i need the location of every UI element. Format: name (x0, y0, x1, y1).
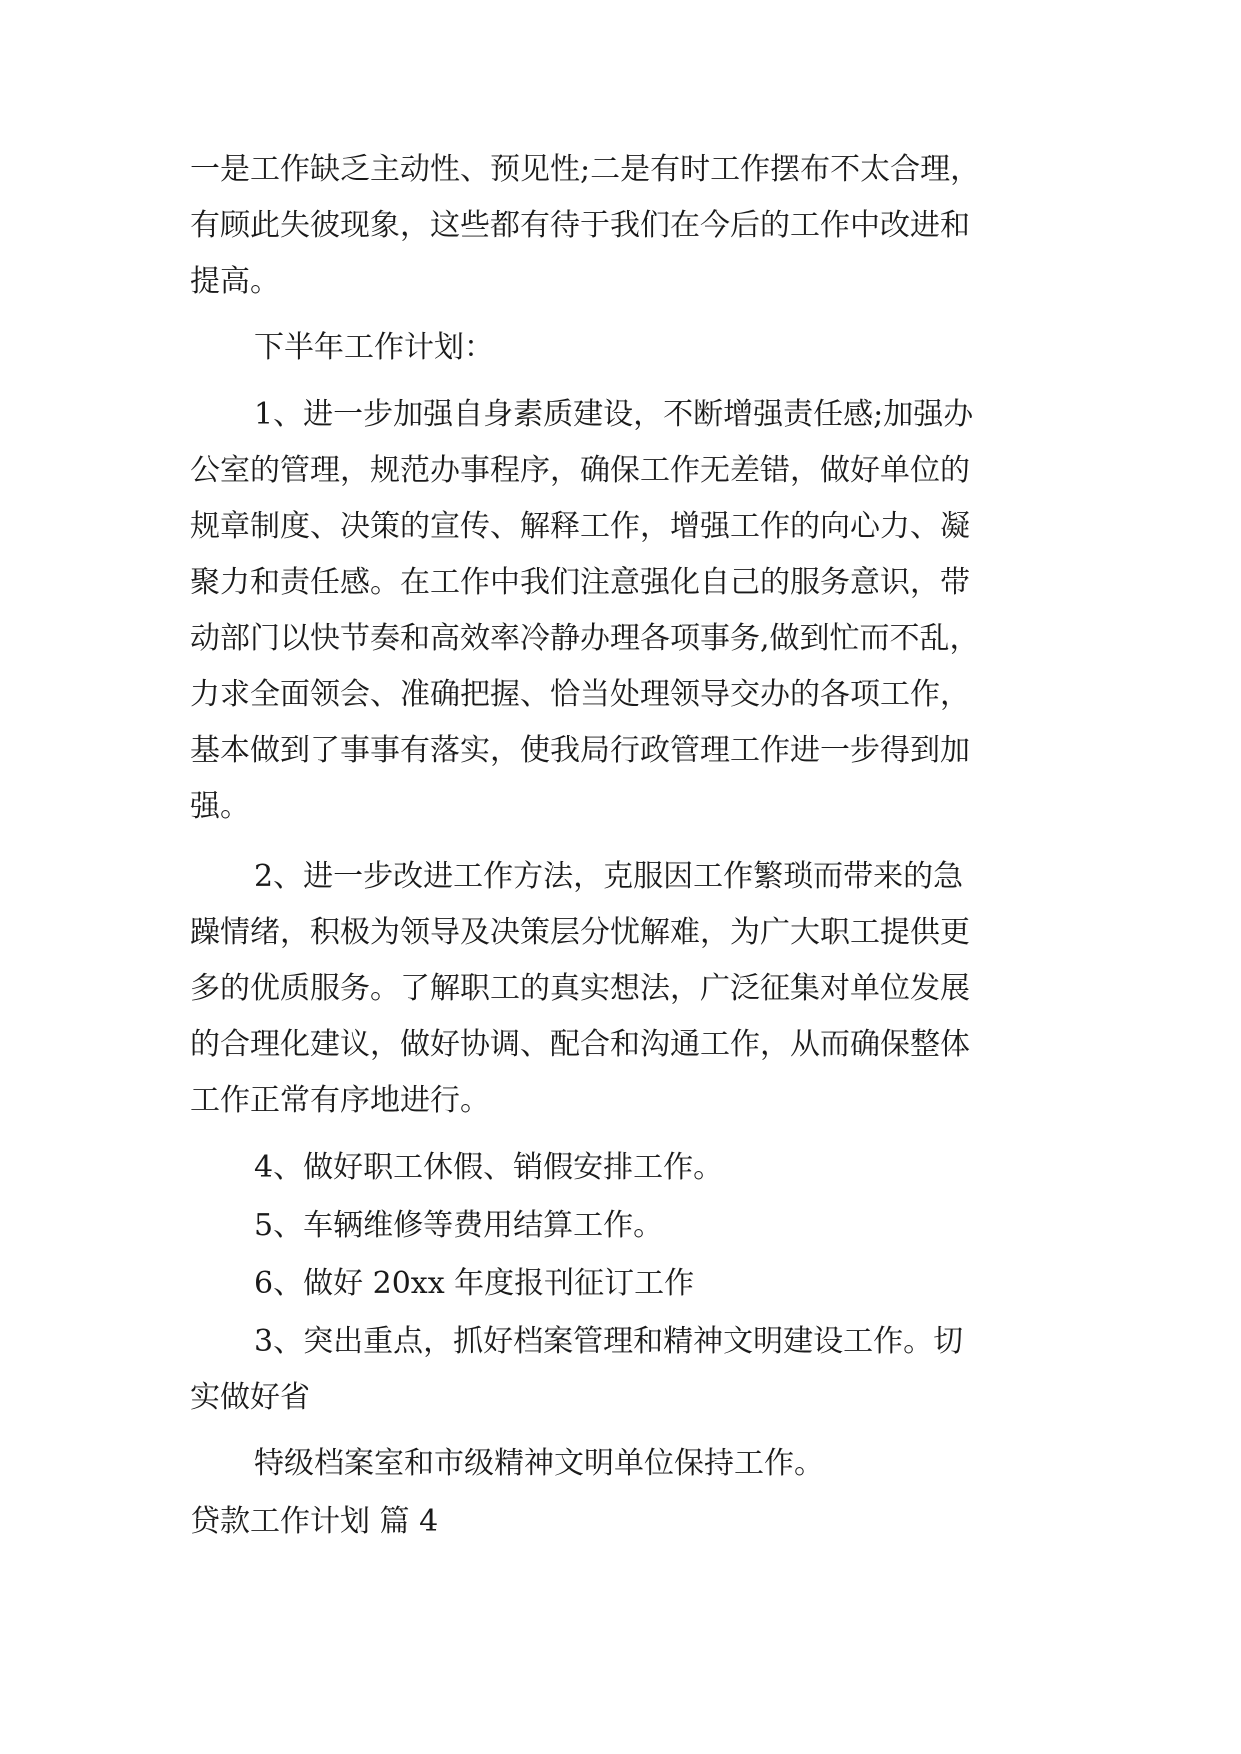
item-1-line-3: 规章制度、决策的宣传、解释工作，增强工作的向心力、凝 (190, 509, 970, 544)
section-heading: 下半年工作计划： (254, 330, 494, 365)
item-1-line-7: 基本做到了事事有落实，使我局行政管理工作进一步得到加 (190, 733, 970, 768)
item-2-line-4: 的合理化建议，做好协调、配合和沟通工作，从而确保整体 (190, 1027, 970, 1062)
item-1-line-2: 公室的管理，规范办事程序，确保工作无差错，做好单位的 (190, 453, 970, 488)
item-3-line-2: 实做好省 (190, 1380, 310, 1415)
item-4-line: 4、做好职工休假、销假安排工作。 (254, 1150, 724, 1185)
item-5-line: 5、车辆维修等费用结算工作。 (254, 1208, 664, 1243)
item-2-line-2: 躁情绪，积极为领导及决策层分忧解难，为广大职工提供更 (190, 915, 970, 950)
text-line-3: 提高。 (190, 264, 280, 299)
item-2-line-3: 多的优质服务。了解职工的真实想法，广泛征集对单位发展 (190, 971, 970, 1006)
item-2-line-5: 工作正常有序地进行。 (190, 1083, 490, 1118)
item-3-line-3: 特级档案室和市级精神文明单位保持工作。 (254, 1446, 824, 1481)
item-1-line-5: 动部门以快节奏和高效率冷静办理各项事务,做到忙而不乱， (190, 621, 980, 656)
next-section-title: 贷款工作计划 篇 4 (190, 1504, 439, 1539)
item-1-line-1: 1、进一步加强自身素质建设，不断增强责任感;加强办 (254, 397, 974, 432)
text-line-2: 有顾此失彼现象，这些都有待于我们在今后的工作中改进和 (190, 208, 970, 243)
item-2-line-1: 2、进一步改进工作方法，克服因工作繁琐而带来的急 (254, 859, 964, 894)
item-6-line: 6、做好 20xx 年度报刊征订工作 (254, 1266, 695, 1301)
item-1-line-8: 强。 (190, 789, 250, 824)
text-line-1: 一是工作缺乏主动性、预见性;二是有时工作摆布不太合理， (190, 152, 981, 187)
item-1-line-4: 聚力和责任感。在工作中我们注意强化自己的服务意识，带 (190, 565, 970, 600)
item-3-line-1: 3、突出重点，抓好档案管理和精神文明建设工作。切 (254, 1324, 964, 1359)
item-1-line-6: 力求全面领会、准确把握、恰当处理领导交办的各项工作， (190, 677, 970, 712)
